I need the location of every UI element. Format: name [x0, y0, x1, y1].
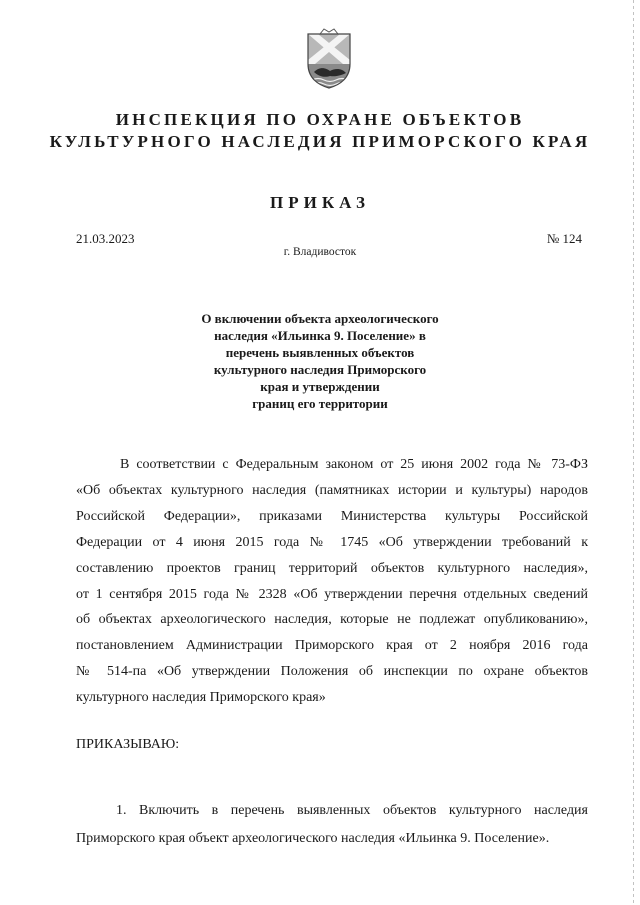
subject-line: границ его территории — [252, 396, 388, 411]
paragraph-line: от 1 сентября 2015 года № 2328 «Об утверждении перечня отдельных сведений — [76, 586, 588, 602]
organization-name-line-1: ИНСПЕКЦИЯ ПО ОХРАНЕ ОБЪЕКТОВ — [115, 110, 525, 129]
order-item — [76, 797, 588, 853]
subject-line: перечень выявленных объектов — [225, 345, 415, 360]
preamble-paragraph — [76, 452, 588, 711]
subject-line: О включении объекта археологического — [201, 311, 439, 326]
paragraph-line: Приморского края объект археологического наследия «Ильинка 9. Поселение». — [76, 831, 550, 846]
paragraph-line: составлению проектов границ территорий объектов культурного наследия», — [76, 560, 588, 576]
order-number: № 124 — [546, 231, 582, 246]
subject-line: наследия «Ильинка 9. Поселение» в — [214, 328, 426, 343]
order-date: 21.03.2023 — [76, 231, 135, 246]
order-subject — [170, 310, 470, 412]
paragraph-line: Российской Федерации», приказами Министерства культуры Российской — [76, 508, 588, 524]
document-title: ПРИКАЗ — [270, 193, 370, 212]
coat-of-arms-icon — [302, 28, 356, 90]
organization-name-line-2: КУЛЬТУРНОГО НАСЛЕДИЯ ПРИМОРСКОГО КРАЯ — [49, 132, 591, 151]
paragraph-line: В соответствии с Федеральным законом от 25 июня 2002 года № 73-ФЗ — [120, 457, 588, 472]
paragraph-line: № 514-па «Об утверждении Положения об инспекции по охране объектов — [76, 664, 588, 680]
paragraph-line: 1. Включить в перечень выявленных объектов культурного наследия — [116, 803, 588, 818]
paragraph-line: постановлением Администрации Приморского края от 2 ноября 2016 года — [76, 638, 588, 654]
order-city: г. Владивосток — [283, 246, 357, 258]
paragraph-line: об объектах археологического наследия, которые не подлежат опубликованию», — [76, 612, 588, 628]
decree-heading: ПРИКАЗЫВАЮ: — [76, 737, 180, 752]
subject-line: края и утверждении — [260, 379, 380, 394]
paragraph-line: культурного наследия Приморского края» — [76, 690, 326, 706]
paragraph-line: Федерации от 4 июня 2015 года № 1745 «Об утверждении требований к — [76, 534, 588, 550]
paragraph-line: «Об объектах культурного наследия (памятниках истории и культуры) народов — [76, 482, 588, 498]
subject-line: культурного наследия Приморского — [213, 362, 427, 377]
